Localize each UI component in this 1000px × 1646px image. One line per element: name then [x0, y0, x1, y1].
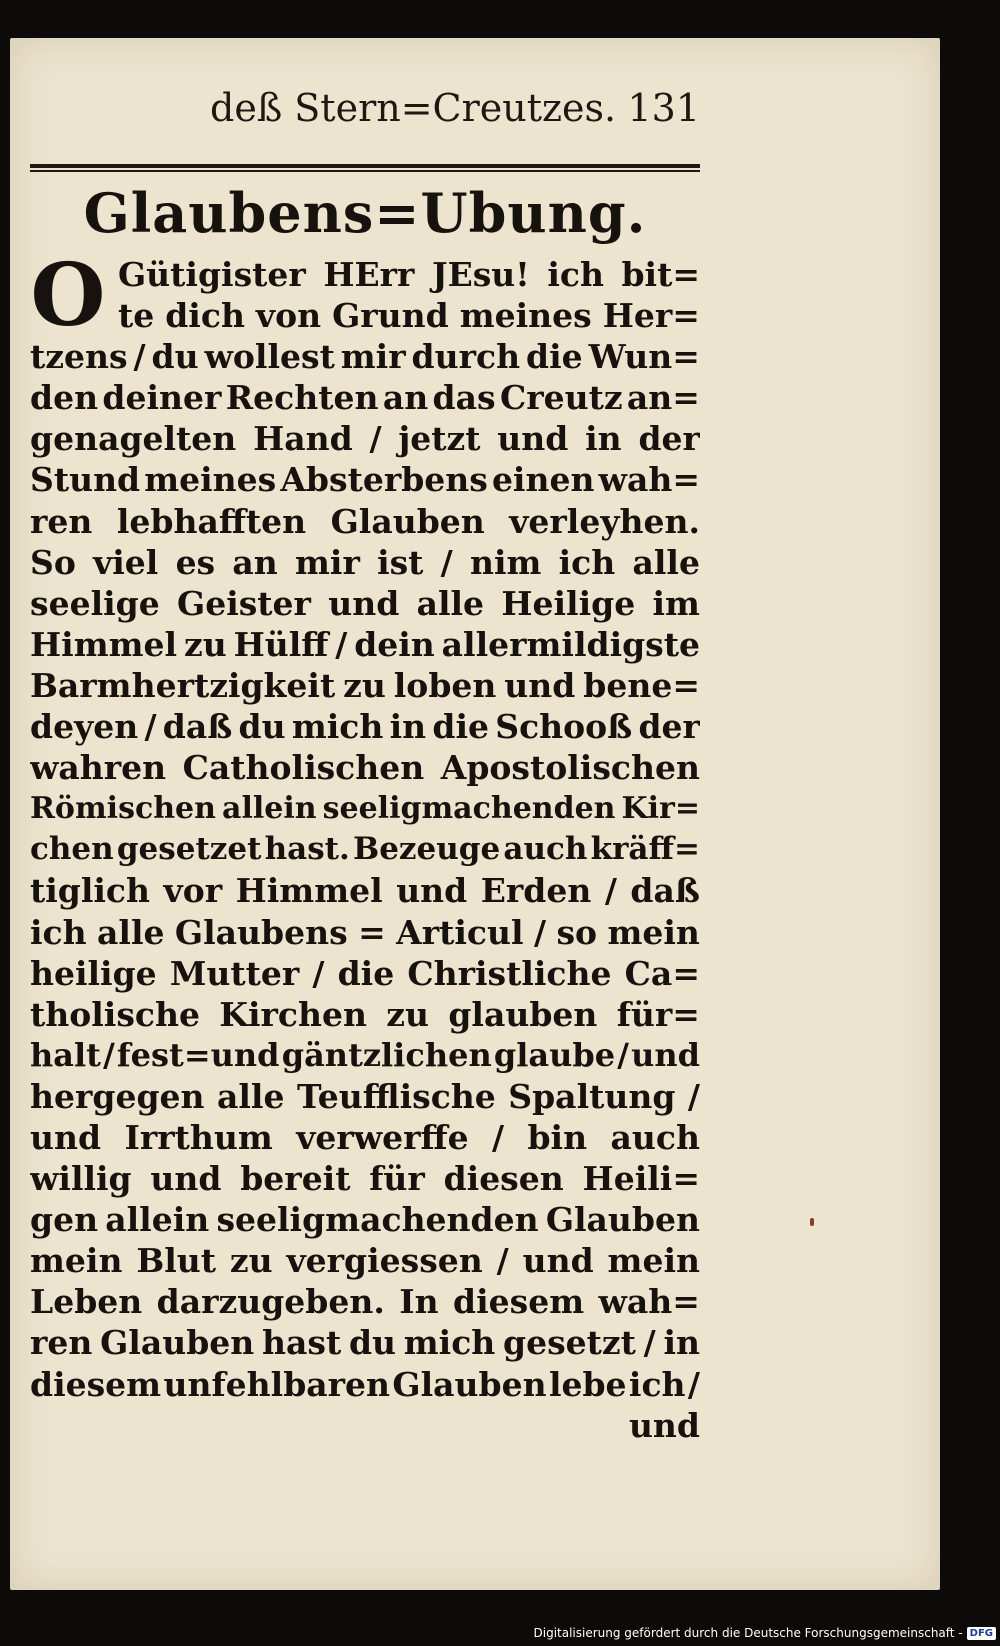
text-line: ren Glauben hast du mich gesetzt / in: [30, 1323, 700, 1363]
text-line: Leben darzugeben. In diesem wah=: [30, 1282, 700, 1322]
text-line: Stund meines Absterbens einen wah=: [30, 460, 700, 500]
text-line: Römischen allein seeligmachenden Kir=: [30, 791, 700, 827]
text-line: seelige Geister und alle Heilige im: [30, 583, 700, 623]
text-line: halt / fest=und gäntzlichen glaube / und: [30, 1035, 700, 1074]
text-line: wahren Catholischen Apostolischen: [30, 748, 700, 788]
footer-credit: Digitalisierung gefördert durch die Deutsche Forschungsgemeinschaft -: [533, 1626, 963, 1640]
text-line: deyen / daß du mich in die Schooß der: [30, 707, 700, 747]
header-rule: [30, 164, 700, 172]
text-line: heilige Mutter / die Christliche Ca=: [30, 953, 700, 993]
page-number: 131: [627, 86, 700, 130]
text-line: willig und bereit für diesen Heili=: [30, 1159, 700, 1199]
dfg-logo-icon: DFG: [967, 1627, 996, 1640]
text-line: und Irrthum verwerffe / bin auch: [30, 1117, 700, 1157]
digitization-footer: [534, 1624, 997, 1642]
text-line: chen gesetzet hast. Bezeuge auch kräff=: [30, 831, 700, 868]
running-head: [200, 80, 700, 136]
ink-mark: [810, 1218, 814, 1226]
text-line: tzens / du wollest mir durch die Wun=: [30, 337, 700, 377]
text-line: gen allein seeligmachenden Glauben: [30, 1200, 700, 1240]
text-line: te dich von Grund meines Her=: [118, 296, 700, 336]
text-line: tiglich vor Himmel und Erden / daß: [30, 871, 700, 911]
text-line: ren lebhafften Glauben verleyhen.: [30, 501, 700, 541]
section-heading: Glaubens=Ubung.: [83, 181, 647, 245]
text-line: ich alle Glaubens = Articul / so mein: [30, 912, 700, 952]
text-line: Himmel zu Hülff / dein allermildigste: [30, 624, 700, 664]
text-line: hergegen alle Teufflische Spaltung /: [30, 1076, 700, 1116]
text-line: Gütigister HErr JEsu! ich bit=: [118, 255, 700, 294]
catchword: und: [628, 1405, 700, 1445]
body-text: [30, 245, 700, 1446]
text-line: Barmhertzigkeit zu loben und bene=: [30, 665, 700, 705]
text-line: den deiner Rechten an das Creutz an=: [30, 378, 700, 418]
running-head-title: deß Stern=Creutzes.: [210, 86, 617, 130]
text-line: So viel es an mir ist / nim ich alle: [30, 542, 700, 582]
text-line: tholische Kirchen zu glauben für=: [30, 994, 700, 1034]
text-line: genagelten Hand / jetzt und in der: [30, 419, 700, 459]
text-line: diesem unfehlbaren Glauben lebe ich /: [30, 1364, 700, 1404]
text-line: mein Blut zu vergiessen / und mein: [30, 1241, 700, 1281]
drop-cap: O: [30, 245, 106, 346]
